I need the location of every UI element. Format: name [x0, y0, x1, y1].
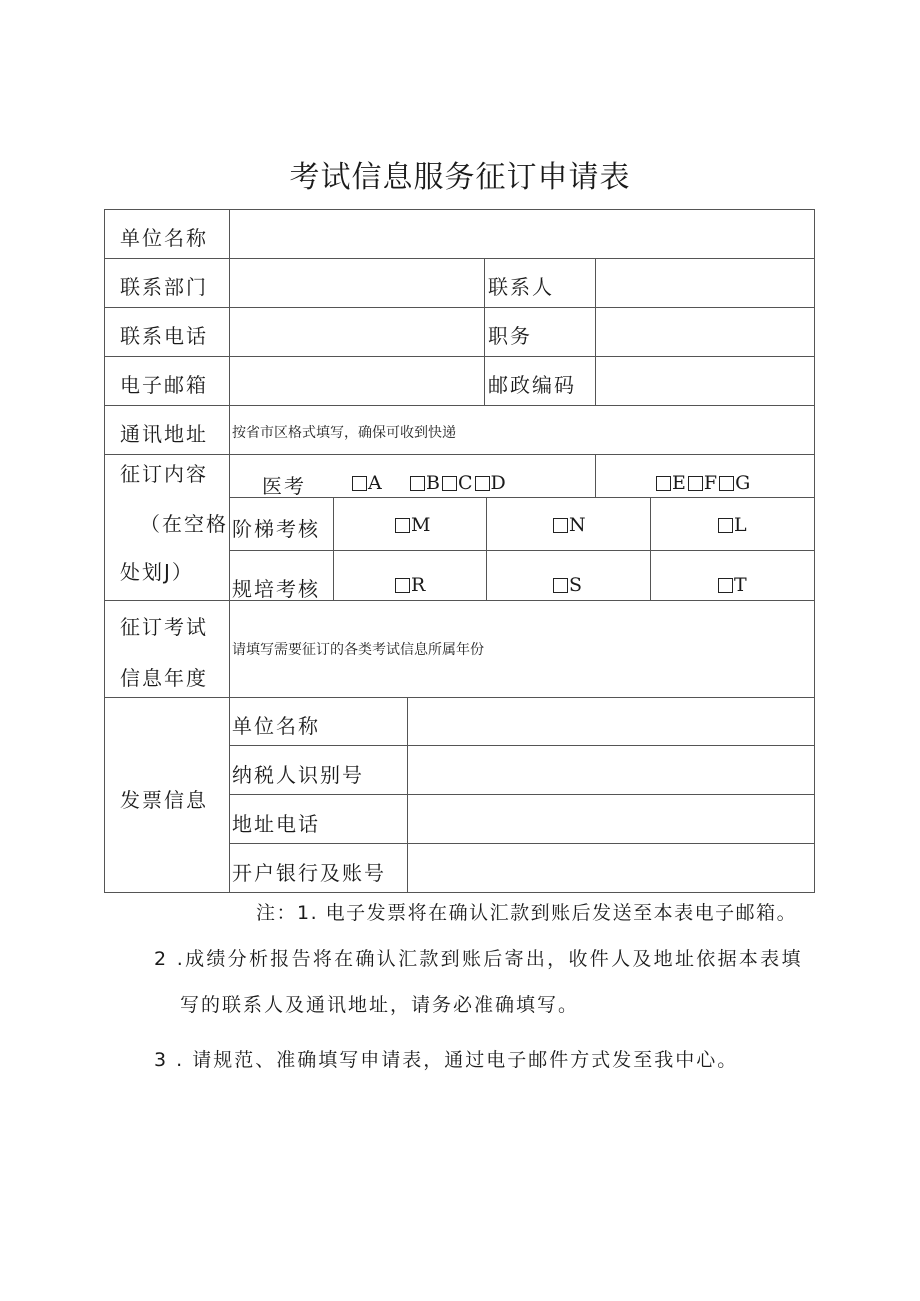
checkbox-e[interactable] — [656, 476, 671, 491]
row-divider — [229, 843, 815, 844]
note-3: 3 . 请规范、准确填写申请表，通过电子邮件方式发至我中心。 — [154, 1049, 739, 1071]
option-b-label: B — [426, 472, 440, 494]
table-border-right — [814, 209, 815, 893]
col-divider — [486, 497, 487, 601]
option-n-label: N — [569, 514, 586, 536]
checkbox-t[interactable] — [718, 578, 733, 593]
taxpayer-id-input[interactable] — [409, 747, 813, 793]
phone-input[interactable] — [231, 309, 483, 355]
row-divider — [104, 258, 815, 259]
medical-label: 医考 — [262, 474, 306, 498]
position-label: 职务 — [488, 324, 532, 348]
row-divider — [104, 356, 815, 357]
ladder-option-l — [718, 514, 747, 536]
taxpayer-id-label: 纳税人识别号 — [232, 763, 364, 787]
row-divider — [229, 745, 815, 746]
contact-person-label: 联系人 — [488, 275, 554, 299]
checkbox-s[interactable] — [553, 578, 568, 593]
address-label: 通讯地址 — [120, 422, 208, 446]
invoice-address-phone-label: 地址电话 — [232, 812, 320, 836]
col-divider — [229, 209, 230, 893]
option-g-label: G — [735, 472, 751, 494]
checkbox-a[interactable] — [352, 476, 367, 491]
col-divider — [595, 258, 596, 405]
subscription-label-line2: （在空格 — [140, 512, 228, 536]
row-divider — [104, 405, 815, 406]
option-c-label: C — [457, 472, 473, 494]
checkbox-m[interactable] — [395, 518, 410, 533]
note-2-line1: 2 .成绩分析报告将在确认汇款到账后寄出，收件人及地址依据本表填 — [154, 948, 803, 970]
invoice-address-phone-input[interactable] — [409, 796, 813, 842]
ladder-option-n — [553, 514, 586, 536]
ladder-label: 阶梯考核 — [232, 517, 320, 541]
dept-label: 联系部门 — [120, 275, 208, 299]
checkbox-r[interactable] — [395, 578, 410, 593]
training-option-t — [718, 574, 747, 596]
postcode-input[interactable] — [597, 358, 813, 404]
subscription-label-line3: 处划J） — [120, 560, 194, 584]
bank-account-input[interactable] — [409, 845, 813, 891]
ladder-option-m — [395, 514, 430, 536]
row-divider — [104, 454, 815, 455]
note-1: 注：1. 电子发票将在确认汇款到账后发送至本表电子邮箱。 — [256, 902, 798, 924]
col-divider — [650, 497, 651, 601]
col-divider — [595, 454, 596, 498]
table-border-top — [104, 209, 815, 210]
medical-option-group-2 — [410, 472, 506, 494]
option-r-label: R — [411, 574, 426, 596]
year-label-line2: 信息年度 — [120, 666, 208, 690]
option-e-label: E — [672, 472, 686, 494]
option-s-label: S — [569, 574, 583, 596]
option-m-label: M — [411, 514, 431, 536]
row-divider — [104, 600, 815, 601]
col-divider — [407, 697, 408, 893]
checkbox-n[interactable] — [553, 518, 568, 533]
table-border-left — [104, 209, 105, 893]
option-d-label: D — [490, 472, 506, 494]
medical-option-group-3 — [656, 472, 750, 494]
note-2-line2: 写的联系人及通讯地址，请务必准确填写。 — [180, 994, 580, 1016]
unit-name-input[interactable] — [231, 211, 813, 257]
row-divider — [229, 497, 815, 498]
checkbox-d[interactable] — [475, 476, 490, 491]
invoice-label: 发票信息 — [120, 788, 208, 812]
row-divider — [104, 697, 815, 698]
email-label: 电子邮箱 — [120, 373, 208, 397]
bank-account-label: 开户银行及账号 — [232, 861, 386, 885]
training-label: 规培考核 — [232, 577, 320, 601]
email-input[interactable] — [231, 358, 483, 404]
table-border-bottom — [104, 892, 815, 893]
contact-person-input[interactable] — [597, 260, 813, 306]
medical-option-group-1 — [352, 472, 382, 494]
page-title: 考试信息服务征订申请表 — [289, 160, 631, 195]
row-divider — [229, 794, 815, 795]
training-option-s — [553, 574, 582, 596]
checkbox-l[interactable] — [718, 518, 733, 533]
checkbox-f[interactable] — [688, 476, 703, 491]
invoice-unit-name-label: 单位名称 — [232, 714, 320, 738]
address-hint: 按省市区格式填写，确保可收到快递 — [232, 425, 456, 441]
phone-label: 联系电话 — [120, 324, 208, 348]
row-divider — [104, 307, 815, 308]
col-divider — [333, 497, 334, 601]
col-divider — [484, 258, 485, 405]
unit-name-label: 单位名称 — [120, 226, 208, 250]
dept-input[interactable] — [231, 260, 483, 306]
year-label-line1: 征订考试 — [120, 615, 208, 639]
checkbox-g[interactable] — [719, 476, 734, 491]
checkbox-c[interactable] — [442, 476, 457, 491]
postcode-label: 邮政编码 — [488, 373, 576, 397]
training-option-r — [395, 574, 425, 596]
position-input[interactable] — [597, 309, 813, 355]
option-l-label: L — [734, 514, 747, 536]
option-t-label: T — [734, 574, 747, 596]
option-a-label: A — [368, 472, 382, 494]
checkbox-b[interactable] — [410, 476, 425, 491]
option-f-label: F — [703, 472, 718, 494]
year-hint: 请填写需要征订的各类考试信息所属年份 — [232, 642, 484, 658]
row-divider — [229, 550, 815, 551]
subscription-label-line1: 征订内容 — [120, 462, 208, 486]
invoice-unit-name-input[interactable] — [409, 699, 813, 744]
